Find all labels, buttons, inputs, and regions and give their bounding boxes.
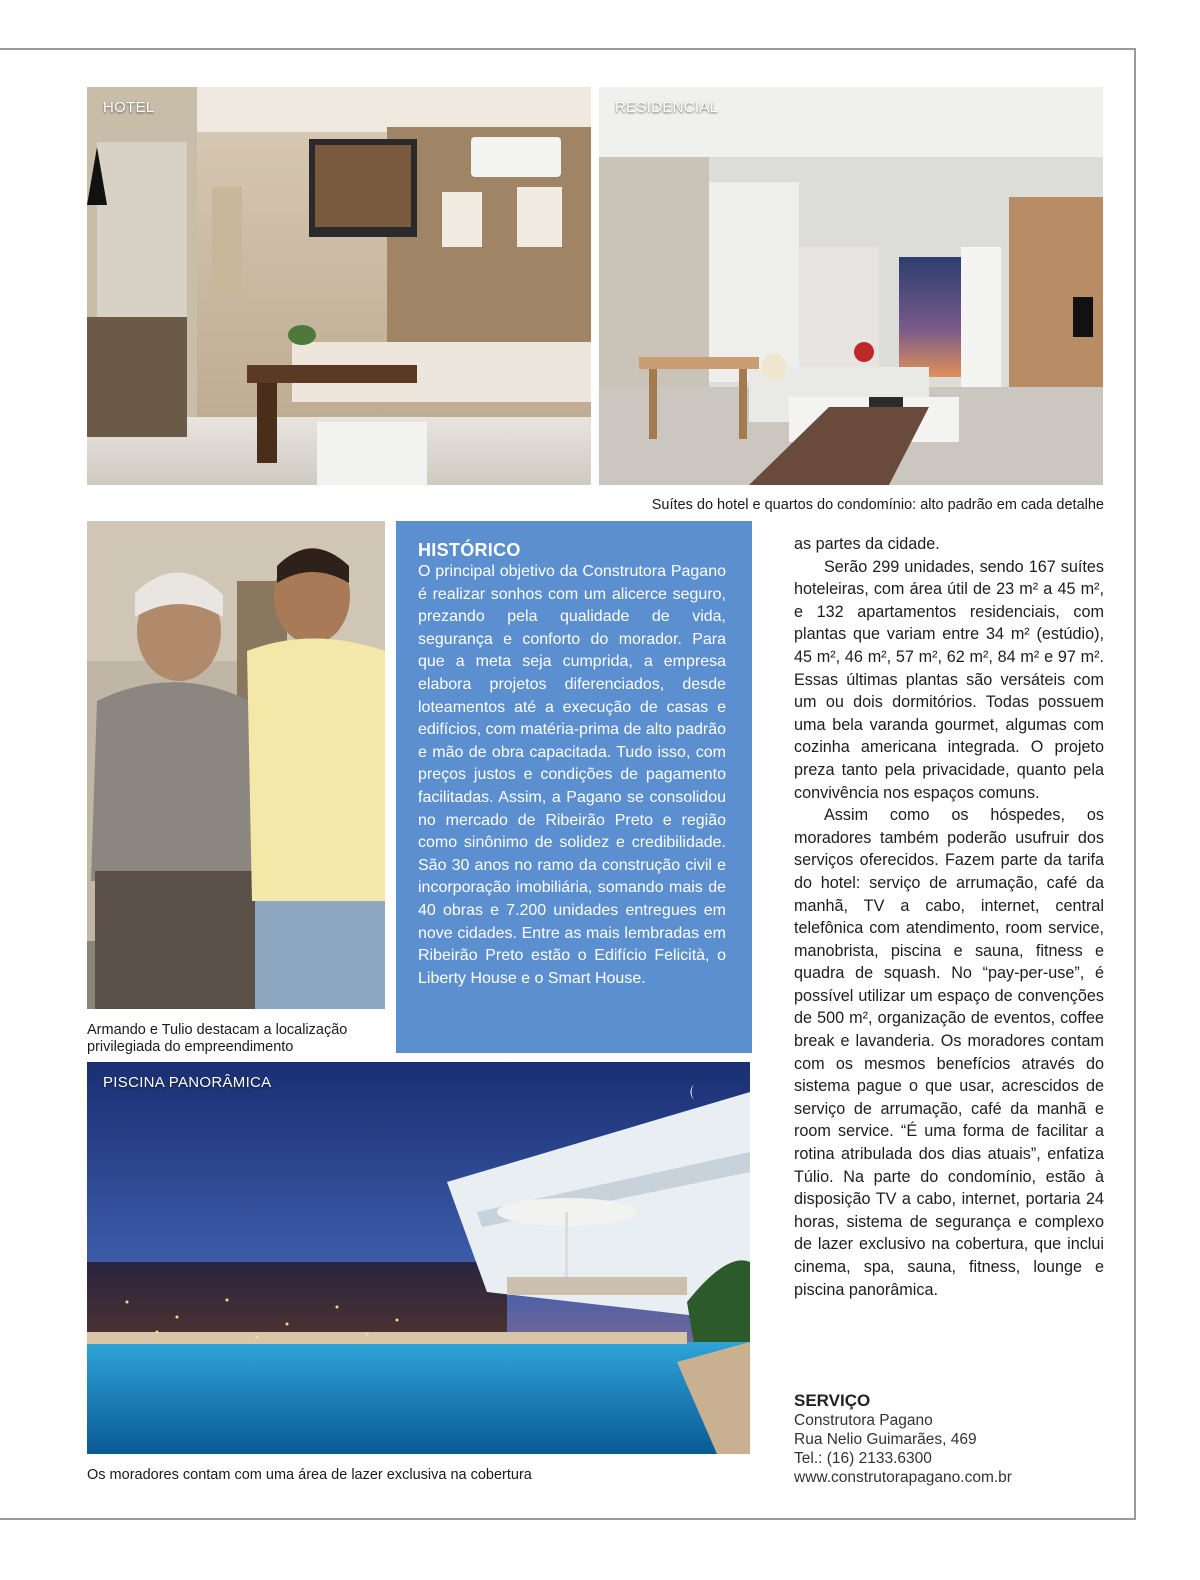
historico-title: HISTÓRICO (418, 540, 521, 560)
residential-apartment-illustration (599, 87, 1103, 485)
hotel-suite-photo (87, 87, 591, 485)
article-paragraph-3: Assim como os hóspedes, os moradores também poderão usufruir dos serviços oferecidos. Fazem parte da tarifa do hotel: serviço de arrumação, café da manhã, TV a cabo, internet, central telefônica com atendimento, room service, manobrista, piscina e sauna, fitness e quadra de squash. No “pay-per-use”, é possível utilizar um espaço de convenções de 500 m², organização de eventos, coffee break e lavanderia. Os moradores contam com os mesmos benefícios através do sistema pague o que usar, acrescidos de serviço de arrumação, café da manhã e room service. “É uma forma de facilitar a rotina atribulada dos dias atuais”, enfatiza Túlio. Na parte do condomínio, estão à disposição TV a cabo, internet, portaria 24 horas, sistema de segurança e complexo de lazer exclusivo na cobertura, que inclui cinema, spa, sauna, fitness, lounge e piscina panorâmica. (794, 806, 1104, 1299)
portrait-caption (87, 1022, 387, 1056)
pool-photo-label: PISCINA PANORÂMICA (103, 1074, 272, 1091)
historico-box (396, 521, 752, 1053)
pool-illustration (87, 1062, 750, 1454)
page-frame-top (0, 48, 1136, 50)
servico-title: SERVIÇO (794, 1391, 871, 1410)
historico-text: O principal objetivo da Construtora Pagano é realizar sonhos com um alicerce seguro, prezando pela qualidade de vida, segurança e conforto do morador. Para que a meta seja cumprida, a empresa elabora projetos diferenciados, desde loteamentos até a execução de casas e edifícios, com matéria-prima de alto padrão e mão de obra capacitada. Tudo isso, com preços justos e condições de pagamento facilitadas. Assim, a Pagano se consolidou no mercado de Ribeirão Preto e região como sinônimo de solidez e credibilidade. São 30 anos no ramo da construção civil e incorporação imobiliária, somando mais de 40 obras e 7.200 unidades entregues em nove cidades. Entre as mais lembradas em Ribeirão Preto estão o Edifício Felicità, o Liberty House e o Smart House. (418, 563, 726, 987)
top-photos-caption: Suítes do hotel e quartos do condomínio: alto padrão em cada detalhe (651, 497, 1104, 513)
residential-photo-label: RESIDENCIAL (615, 99, 719, 116)
portrait-caption-line-2: privilegiada do empreendimento (87, 1039, 294, 1055)
article-body-column (794, 533, 1104, 1301)
pool-caption: Os moradores contam com uma área de lazer exclusiva na cobertura (87, 1467, 532, 1483)
servico-company: Construtora Pagano (794, 1412, 933, 1429)
article-paragraph-2: Serão 299 unidades, sendo 167 suítes hoteleiras, com área útil de 23 m² a 45 m², e 132 apartamentos residenciais, com plantas que variam entre 34 m² (estúdio), 45 m², 46 m², 57 m², 62 m², 84 m² e 97 m². Essas últimas plantas são versáteis com um ou dois dormitórios. Todas possuem uma bela varanda gourmet, algumas com cozinha americana integrada. O projeto preza tanto pela privacidade, quanto pela convivência nos espaços comuns. (794, 557, 1104, 802)
article-paragraph-1: as partes da cidade. (794, 535, 940, 553)
servico-phone: Tel.: (16) 2133.6300 (794, 1450, 932, 1467)
servico-block (794, 1390, 1114, 1487)
residential-apartment-photo (599, 87, 1103, 485)
portrait-illustration (87, 521, 385, 1009)
portrait-photo (87, 521, 385, 1009)
portrait-caption-line-1: Armando e Tulio destacam a localização (87, 1022, 348, 1038)
pool-photo (87, 1062, 750, 1454)
hotel-photo-label: HOTEL (103, 99, 155, 116)
servico-website-link[interactable]: www.construtorapagano.com.br (794, 1469, 1012, 1486)
page-frame-right (1134, 48, 1136, 1520)
servico-address: Rua Nelio Guimarães, 469 (794, 1431, 977, 1448)
page-frame-bottom (0, 1518, 1136, 1520)
hotel-suite-illustration (87, 87, 591, 485)
